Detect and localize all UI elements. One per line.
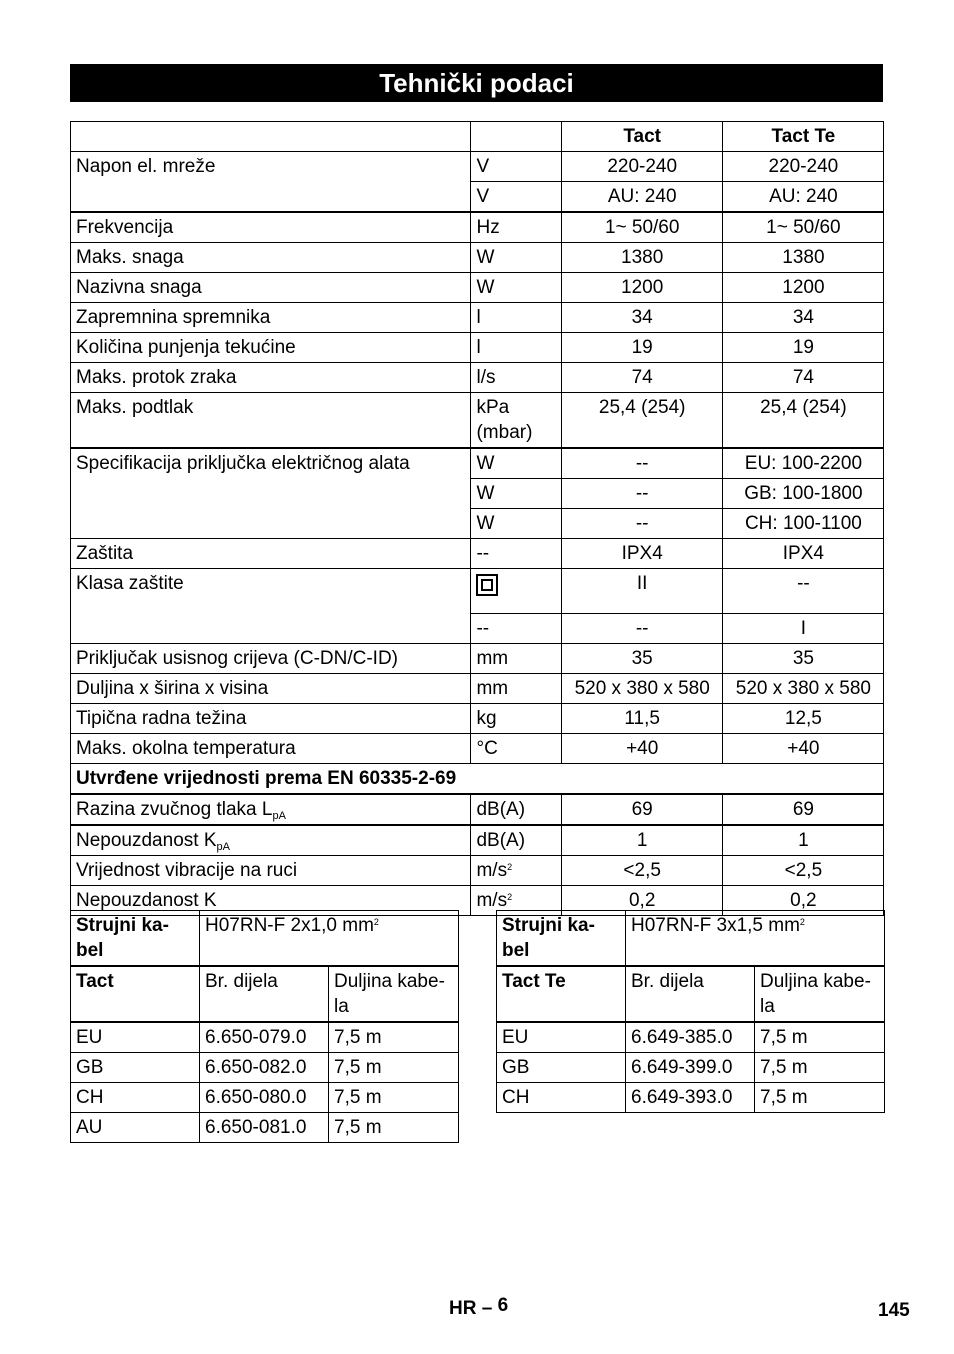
value-tact: 220-240 xyxy=(561,152,722,182)
value-tact: 1~ 50/60 xyxy=(561,212,722,243)
row-unit: dB(A) xyxy=(471,825,561,856)
row-unit: l xyxy=(471,333,561,363)
row-label: Priključak usisnog crijeva (C-DN/C-ID) xyxy=(71,644,471,674)
value-tact: 1380 xyxy=(561,243,722,273)
table-row xyxy=(71,856,884,886)
value-tact-te: 19 xyxy=(722,333,883,363)
footer-dash: – xyxy=(481,1298,493,1319)
table-row xyxy=(71,243,884,273)
row-unit: W xyxy=(471,509,561,539)
row-label: Količina punjenja tekućine xyxy=(71,333,471,363)
page-title: Tehnički podaci xyxy=(70,64,883,102)
value-tact-te: 74 xyxy=(722,363,883,393)
row-unit: V xyxy=(471,152,561,182)
row-label: Napon el. mreže xyxy=(71,152,471,213)
table-row xyxy=(71,152,884,182)
row-label-text: Razina zvučnog tlaka L xyxy=(76,799,273,820)
cable-part: 6.649-399.0 xyxy=(626,1053,755,1083)
table-row xyxy=(71,212,884,243)
cable-country: GB xyxy=(71,1053,200,1083)
row-unit xyxy=(471,856,561,886)
row-unit: W xyxy=(471,273,561,303)
row-label: Maks. okolna temperatura xyxy=(71,734,471,764)
col-header-tact: Tact xyxy=(561,122,722,152)
cable-model: Tact xyxy=(71,966,200,1022)
value-tact-te: 0,2 xyxy=(722,886,883,916)
value-tact: -- xyxy=(561,479,722,509)
cable-spec-superscript: 2 xyxy=(799,917,805,927)
table-row xyxy=(71,539,884,569)
spec-header-empty xyxy=(71,122,471,152)
value-tact: -- xyxy=(561,614,722,644)
cable-col-part: Br. dijela xyxy=(200,966,329,1022)
row-unit: l xyxy=(471,303,561,333)
section-heading-en-60335: Utvrđene vrijednosti prema EN 60335-2-69 xyxy=(71,764,884,795)
row-label: Zapremnina spremnika xyxy=(71,303,471,333)
row-unit: dB(A) xyxy=(471,794,561,825)
table-row xyxy=(71,393,884,449)
value-tact: 25,4 (254) xyxy=(561,393,722,449)
value-tact-te: CH: 100-1100 xyxy=(722,509,883,539)
spec-header-empty-unit xyxy=(471,122,561,152)
row-unit: l/s xyxy=(471,363,561,393)
row-unit: mm xyxy=(471,674,561,704)
row-label: Zaštita xyxy=(71,539,471,569)
row-unit: Hz xyxy=(471,212,561,243)
value-tact-te: 1~ 50/60 xyxy=(722,212,883,243)
row-label: Maks. podtlak xyxy=(71,393,471,449)
cable-length: 7,5 m xyxy=(329,1022,459,1053)
cable-table-tact-te xyxy=(496,910,885,1113)
table-row xyxy=(71,704,884,734)
value-tact-te: 34 xyxy=(722,303,883,333)
value-tact-te: 1200 xyxy=(722,273,883,303)
cable-country: GB xyxy=(497,1053,626,1083)
cable-spec-superscript: 2 xyxy=(373,917,379,927)
row-label xyxy=(71,794,471,825)
table-row xyxy=(71,674,884,704)
value-tact: 19 xyxy=(561,333,722,363)
cable-spec-text: H07RN-F 3x1,5 mm xyxy=(631,915,800,936)
row-label: Nepouzdanost K xyxy=(71,886,471,916)
row-label-subscript: pA xyxy=(272,810,286,822)
row-unit xyxy=(471,569,561,614)
row-unit: V xyxy=(471,182,561,213)
cable-head-label: Strujni ka-bel xyxy=(497,911,626,967)
cable-col-length: Duljina kabe-la xyxy=(329,966,459,1022)
value-tact-te: 220-240 xyxy=(722,152,883,182)
row-unit: W xyxy=(471,243,561,273)
value-tact-te: I xyxy=(722,614,883,644)
table-row xyxy=(71,333,884,363)
spec-table xyxy=(70,121,884,916)
protection-class-ii-icon xyxy=(476,574,498,596)
cable-length: 7,5 m xyxy=(329,1083,459,1113)
value-tact: IPX4 xyxy=(561,539,722,569)
cable-length: 7,5 m xyxy=(329,1113,459,1143)
value-tact: AU: 240 xyxy=(561,182,722,213)
value-tact: 34 xyxy=(561,303,722,333)
row-label: Vrijednost vibracije na ruci xyxy=(71,856,471,886)
value-tact-te: 35 xyxy=(722,644,883,674)
table-row xyxy=(71,363,884,393)
value-tact-te: 69 xyxy=(722,794,883,825)
row-label: Frekvencija xyxy=(71,212,471,243)
cable-head-label: Strujni ka-bel xyxy=(71,911,200,967)
row-label: Duljina x širina x visina xyxy=(71,674,471,704)
cable-length: 7,5 m xyxy=(329,1053,459,1083)
footer-language-page xyxy=(449,1295,509,1320)
table-row xyxy=(71,569,884,614)
value-tact-te: 1380 xyxy=(722,243,883,273)
table-row xyxy=(71,1022,459,1053)
value-tact: 35 xyxy=(561,644,722,674)
row-unit: W xyxy=(471,479,561,509)
unit-superscript: 2 xyxy=(507,892,513,902)
table-row xyxy=(71,1053,459,1083)
table-row xyxy=(71,1113,459,1143)
row-unit: mm xyxy=(471,644,561,674)
value-tact: 1200 xyxy=(561,273,722,303)
value-tact-te: 12,5 xyxy=(722,704,883,734)
row-label: Specifikacija priključka električnog alata xyxy=(71,448,471,539)
value-tact: 0,2 xyxy=(561,886,722,916)
table-row xyxy=(497,1022,885,1053)
table-row xyxy=(71,764,884,795)
cable-country: AU xyxy=(71,1113,200,1143)
table-row xyxy=(71,303,884,333)
value-tact: <2,5 xyxy=(561,856,722,886)
cable-part: 6.649-385.0 xyxy=(626,1022,755,1053)
value-tact: II xyxy=(561,569,722,614)
cable-head-value xyxy=(200,911,459,967)
footer-language: HR xyxy=(449,1298,477,1319)
row-unit: °C xyxy=(471,734,561,764)
table-row xyxy=(71,794,884,825)
value-tact-te: EU: 100-2200 xyxy=(722,448,883,479)
cable-col-part: Br. dijela xyxy=(626,966,755,1022)
cable-spec-text: H07RN-F 2x1,0 mm xyxy=(205,915,374,936)
cable-model: Tact Te xyxy=(497,966,626,1022)
table-row xyxy=(71,273,884,303)
unit-superscript: 2 xyxy=(507,862,513,872)
cable-country: EU xyxy=(71,1022,200,1053)
cable-part: 6.650-080.0 xyxy=(200,1083,329,1113)
value-tact: 1 xyxy=(561,825,722,856)
table-row xyxy=(71,734,884,764)
value-tact: 69 xyxy=(561,794,722,825)
cable-part: 6.650-082.0 xyxy=(200,1053,329,1083)
table-row xyxy=(71,644,884,674)
value-tact: 11,5 xyxy=(561,704,722,734)
row-unit: kPa (mbar) xyxy=(471,393,561,449)
value-tact-te: <2,5 xyxy=(722,856,883,886)
cable-length: 7,5 m xyxy=(755,1022,885,1053)
table-row xyxy=(71,448,884,479)
row-label: Klasa zaštite xyxy=(71,569,471,644)
cable-length: 7,5 m xyxy=(755,1083,885,1113)
cable-part: 6.650-079.0 xyxy=(200,1022,329,1053)
row-label xyxy=(71,825,471,856)
cable-country: CH xyxy=(71,1083,200,1113)
value-tact: 520 x 380 x 580 xyxy=(561,674,722,704)
row-unit: kg xyxy=(471,704,561,734)
value-tact: -- xyxy=(561,448,722,479)
cable-part: 6.649-393.0 xyxy=(626,1083,755,1113)
row-label: Maks. protok zraka xyxy=(71,363,471,393)
page-number: 145 xyxy=(878,1300,910,1321)
value-tact-te: IPX4 xyxy=(722,539,883,569)
footer-local-page: 6 xyxy=(497,1295,509,1316)
row-label-subscript: pA xyxy=(216,841,230,853)
row-unit: W xyxy=(471,448,561,479)
value-tact-te: 1 xyxy=(722,825,883,856)
row-unit: -- xyxy=(471,614,561,644)
table-row xyxy=(71,825,884,856)
cable-length: 7,5 m xyxy=(755,1053,885,1083)
cable-table-tact xyxy=(70,910,459,1143)
value-tact-te: 520 x 380 x 580 xyxy=(722,674,883,704)
row-unit: -- xyxy=(471,539,561,569)
row-label-text: Nepouzdanost K xyxy=(76,830,217,851)
unit-text: m/s xyxy=(476,860,508,881)
row-label: Nazivna snaga xyxy=(71,273,471,303)
value-tact: +40 xyxy=(561,734,722,764)
value-tact-te: -- xyxy=(722,569,883,614)
value-tact-te: AU: 240 xyxy=(722,182,883,213)
value-tact-te: 25,4 (254) xyxy=(722,393,883,449)
value-tact-te: GB: 100-1800 xyxy=(722,479,883,509)
value-tact: 74 xyxy=(561,363,722,393)
value-tact-te: +40 xyxy=(722,734,883,764)
cable-part: 6.650-081.0 xyxy=(200,1113,329,1143)
row-label: Maks. snaga xyxy=(71,243,471,273)
table-row xyxy=(71,1083,459,1113)
cable-country: CH xyxy=(497,1083,626,1113)
table-row xyxy=(497,1083,885,1113)
unit-text: m/s xyxy=(476,890,508,911)
col-header-tact-te: Tact Te xyxy=(722,122,883,152)
value-tact: -- xyxy=(561,509,722,539)
table-row xyxy=(497,1053,885,1083)
cable-head-value xyxy=(626,911,885,967)
cable-country: EU xyxy=(497,1022,626,1053)
cable-col-length: Duljina kabe-la xyxy=(755,966,885,1022)
row-label: Tipična radna težina xyxy=(71,704,471,734)
